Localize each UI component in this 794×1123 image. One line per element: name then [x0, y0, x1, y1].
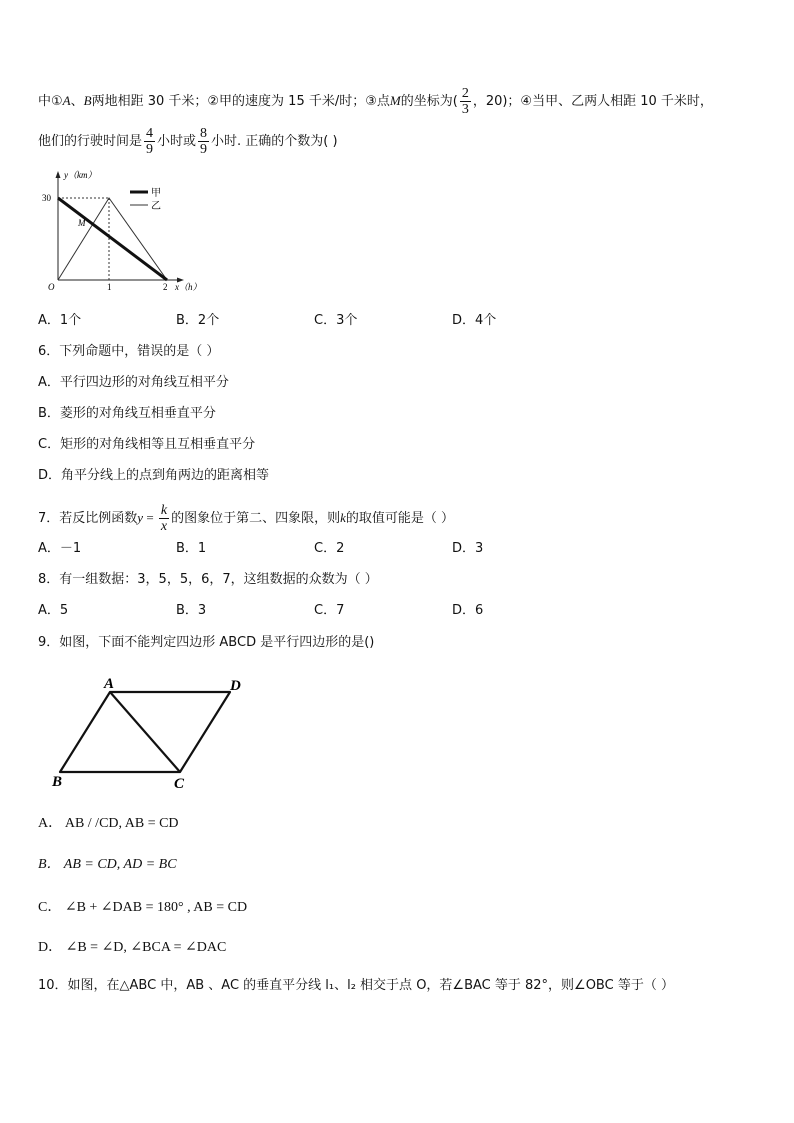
- q5-text: 他们的行驶时间是: [38, 134, 143, 149]
- diagonal-ac: [110, 692, 180, 772]
- y-axis-label: y（km）: [64, 170, 97, 180]
- x-tick-2: 2: [163, 282, 168, 292]
- q5-option-a[interactable]: A．1个: [38, 313, 82, 328]
- q5-text: 、: [70, 94, 84, 109]
- q8-option-a[interactable]: A．5: [38, 603, 69, 618]
- q8-option-c[interactable]: C．7: [314, 603, 345, 618]
- fraction-denominator: 9: [146, 142, 154, 157]
- q7-stem: [38, 503, 454, 534]
- q5-text: 小时或: [157, 134, 197, 149]
- parallelogram-figure: [48, 672, 258, 792]
- q6-option-b[interactable]: B．菱形的对角线互相垂直平分: [38, 406, 216, 421]
- y-tick-30: 30: [42, 193, 51, 203]
- x-axis-label: x（h）: [175, 282, 202, 292]
- q8-option-d[interactable]: D．6: [452, 603, 484, 618]
- q5-line-2: [38, 126, 338, 157]
- vertex-b: B: [52, 774, 63, 790]
- fraction-numerator: 2: [461, 86, 469, 101]
- fraction-denominator: x: [160, 519, 168, 534]
- q6-stem: 6．下列命题中，错误的是（ ）: [38, 344, 220, 359]
- q9-option-b[interactable]: B． AB = CD, AD = BC: [38, 857, 177, 872]
- q7-option-a[interactable]: A．－1: [38, 541, 82, 556]
- k-over-x-fraction: [159, 503, 169, 534]
- q5-text: ，20)；④当甲、乙两人相距 10 千米时，: [472, 94, 713, 109]
- coord-fraction: [460, 86, 471, 117]
- q8-stem: 8．有一组数据：3，5，5，6，7，这组数据的众数为（ ）: [38, 572, 378, 587]
- point-m: M: [78, 218, 86, 228]
- q7-text: 的图象位于第二、四象限，则: [171, 511, 341, 526]
- q7-option-c[interactable]: C．2: [314, 541, 345, 556]
- q7-option-b[interactable]: B．1: [176, 541, 207, 556]
- q9-stem: 9．如图，下面不能判定四边形 ABCD 是平行四边形的是(): [38, 635, 375, 650]
- q6-option-d[interactable]: D．角平分线上的点到角两边的距离相等: [38, 468, 270, 483]
- q5-option-d[interactable]: D．4个: [452, 313, 497, 328]
- q8-option-b[interactable]: B．3: [176, 603, 207, 618]
- fraction-four-ninths: [144, 126, 155, 157]
- q6-option-a[interactable]: A．平行四边形的对角线互相平分: [38, 375, 229, 390]
- vertex-d: D: [230, 678, 241, 694]
- q9-option-d[interactable]: D． ∠B = ∠D, ∠BCA = ∠DAC: [38, 940, 227, 955]
- q5-text: 两地相距 30 千米；②甲的速度为 15 千米/时；③点: [91, 94, 390, 109]
- variable-k: k: [340, 510, 346, 525]
- fraction-numerator: 8: [200, 126, 208, 141]
- fraction-denominator: 9: [200, 142, 208, 157]
- q5-text: 的坐标为(: [400, 94, 458, 109]
- legend-yi-label: 乙: [151, 201, 161, 212]
- vertex-a: A: [104, 676, 115, 692]
- x-tick-1: 1: [107, 282, 112, 292]
- y-axis-arrow: [56, 171, 61, 178]
- q5-option-b[interactable]: B．2个: [176, 313, 220, 328]
- equals-sign: =: [143, 510, 157, 525]
- q7-text: 7．若反比例函数: [38, 511, 138, 526]
- q5-line-1: [38, 86, 713, 117]
- fraction-eight-ninths: [198, 126, 209, 157]
- q7-option-d[interactable]: D．3: [452, 541, 484, 556]
- point-m-label: M: [389, 93, 401, 108]
- q10-stem: 10．如图，在△ABC 中，AB 、AC 的垂直平分线 l₁、l₂ 相交于点 O，若∠BAC 等于 82°，则∠OBC 等于（ ）: [38, 978, 674, 993]
- point-a-label: A: [62, 93, 71, 108]
- q5-option-c[interactable]: C．3个: [314, 313, 358, 328]
- q5-text: 小时. 正确的个数为( ): [211, 134, 338, 149]
- q6-option-c[interactable]: C．矩形的对角线相等且互相垂直平分: [38, 437, 256, 452]
- function-y: y: [137, 510, 144, 525]
- origin-label: O: [48, 282, 55, 292]
- q9-option-c[interactable]: C． ∠B + ∠DAB = 180° , AB = CD: [38, 900, 248, 915]
- legend-jia-label: 甲: [151, 188, 161, 199]
- fraction-numerator: 4: [146, 126, 154, 141]
- q9-option-a[interactable]: A． AB / /CD, AB = CD: [38, 816, 179, 831]
- fraction-numerator: k: [160, 503, 168, 518]
- distance-time-graph: [30, 168, 220, 298]
- point-b-label: B: [83, 93, 92, 108]
- fraction-denominator: 3: [461, 102, 469, 117]
- q5-text: 中①: [38, 94, 63, 109]
- vertex-c: C: [174, 776, 185, 792]
- q7-text: 的取值可能是（ ）: [345, 511, 455, 526]
